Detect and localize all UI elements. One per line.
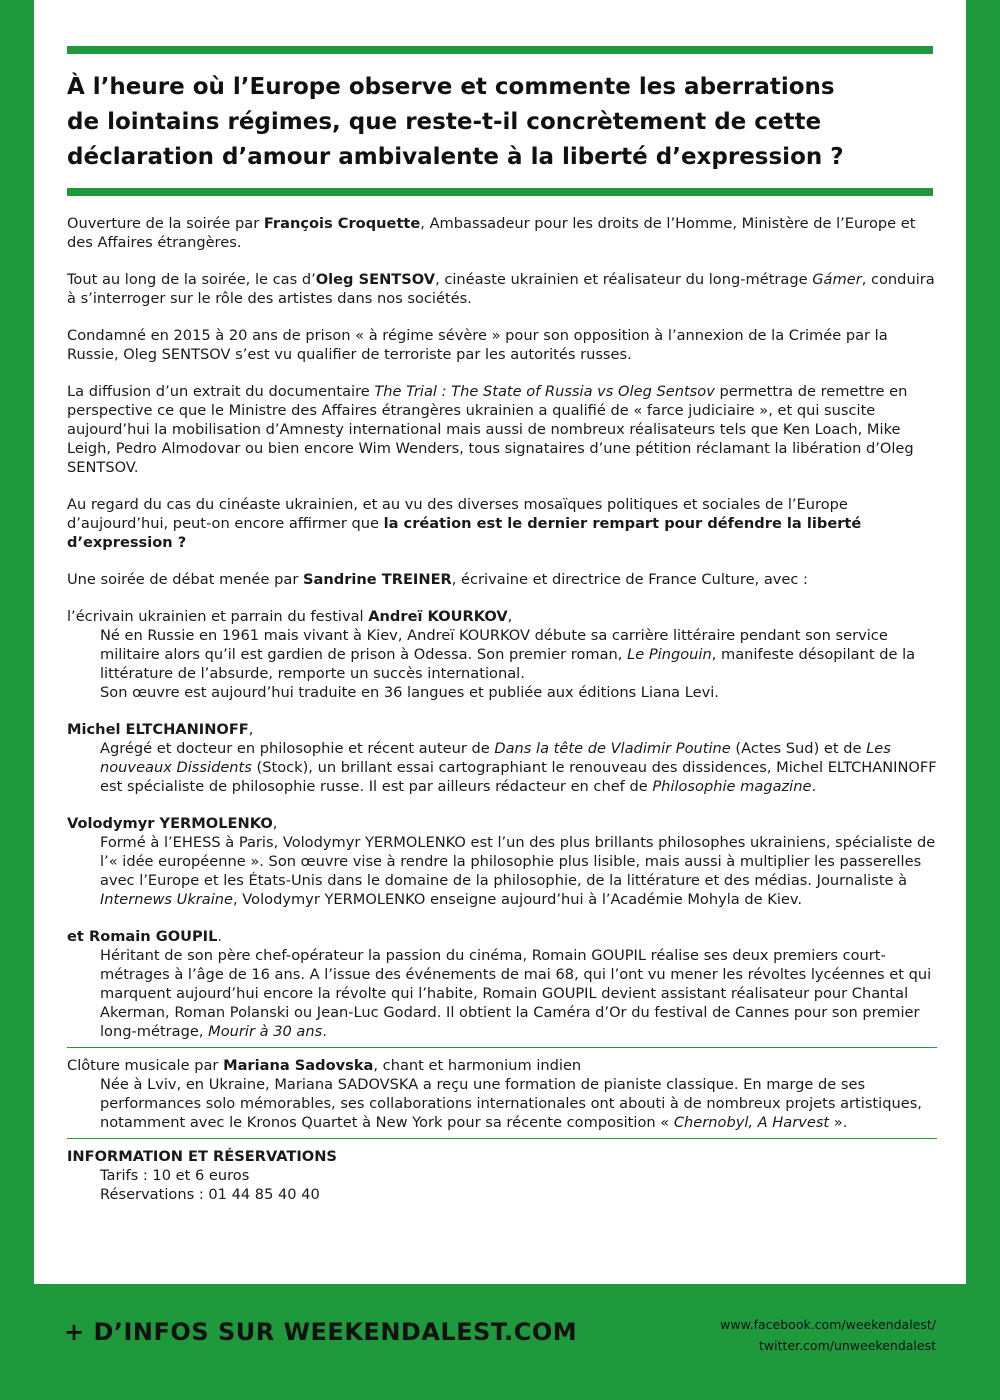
info-heading: INFORMATION ET RÉSERVATIONS xyxy=(67,1148,337,1165)
text: , écrivaine et directrice de France Culture, avec : xyxy=(451,571,808,588)
page-sheet xyxy=(34,0,966,1284)
opening-paragraph xyxy=(67,214,937,252)
text: Formé à l’EHESS à Paris, Volodymyr YERMOLENKO est l’un des plus brillants philosophes ukrainiens, spécialiste de l’« idée européenne ». Son œuvre vise à rendre la philosophie plus lisible, mais aussi à multiplier les passerelles avec l’Europe et les États-Unis dans le domaine de la philosophie, de la littérature et des médias. Journaliste à xyxy=(100,834,936,889)
question-paragraph xyxy=(67,495,937,552)
text: , xyxy=(248,721,254,738)
key-question: la création est le dernier rempart pour défendre la liberté d’expression ? xyxy=(67,515,862,551)
documentary-title: The Trial : The State of Russia vs Oleg Sentsov xyxy=(374,383,715,400)
guest-name: Volodymyr YERMOLENKO xyxy=(67,815,273,832)
text: , Volodymyr YERMOLENKO enseigne aujourd’hui à l’Académie Mohyla de Kiev. xyxy=(233,891,803,908)
text: Héritant de son père chef-opérateur la passion du cinéma, Romain GOUPIL réalise ses deux premiers court-métrages à l’âge de 16 ans. A l’issue des événements de mai 68, qui l’ont vu mener les révoltes lycéennes et qui marquent aujourd’hui encore la révolte qui l’habite, Romain GOUPIL devient assistant réalisateur pour Chantal Akerman, Roman Polanski ou Jean-Luc Godard. Il obtient la Caméra d’Or du festival de Cannes pour son premier long-métrage, xyxy=(100,947,932,1040)
magazine-title: Philosophie magazine xyxy=(652,778,812,795)
text: ». xyxy=(829,1114,848,1131)
info-reservations: Réservations : 01 44 85 40 40 xyxy=(100,1186,320,1203)
text: . xyxy=(322,1023,327,1040)
bottom-green-rule xyxy=(67,188,933,196)
guest-name: Michel ELTCHANINOFF xyxy=(67,721,249,738)
book-title: Le Pingouin xyxy=(627,646,712,663)
film-title: Gámer xyxy=(812,271,862,288)
sentsov-paragraph xyxy=(67,270,937,308)
text: , conduira à s’interroger sur le rôle des artistes dans nos sociétés. xyxy=(67,271,935,307)
text: Une soirée de débat menée par xyxy=(67,571,303,588)
text: Ouverture de la soirée par xyxy=(67,215,264,232)
headline-line-3: déclaration d’amour ambivalente à la liberté d’expression ? xyxy=(67,144,844,170)
text: Né en Russie en 1961 mais vivant à Kiev, Andreï KOURKOV débute sa carrière littéraire pendant son service militaire alors qu’il est gardien de prison à Odessa. Son premier roman, xyxy=(100,627,888,663)
moderator-paragraph xyxy=(67,570,937,589)
text: Agrégé et docteur en philosophie et récent auteur de xyxy=(100,740,495,757)
body-text xyxy=(67,214,937,1204)
text: , chant et harmonium indien xyxy=(373,1057,582,1074)
info-title xyxy=(67,1147,937,1166)
headline-line-1: À l’heure où l’Europe observe et commente les aberrations xyxy=(67,74,835,100)
book-title: Dans la tête de Vladimir Poutine xyxy=(494,740,731,757)
opener-name: François Croquette xyxy=(263,215,421,232)
media-title: Internews Ukraine xyxy=(100,891,234,908)
closing-music-bio xyxy=(67,1075,937,1132)
twitter-link[interactable]: twitter.com/unweekendalest xyxy=(759,1338,936,1353)
text: Au regard du cas du cinéaste ukrainien, et au vu des diverses mosaïques politiques et sociales de l’Europe d’aujourd’hui, peut-on encore affirmer que xyxy=(67,496,848,532)
book-title: Les nouveaux Dissidents xyxy=(100,740,891,776)
text: . xyxy=(217,928,223,945)
guest-eltchaninoff-bio xyxy=(67,739,937,796)
headline-line-2: de lointains régimes, que reste-t-il concrètement de cette xyxy=(67,109,822,135)
closing-music xyxy=(67,1056,937,1075)
social-links xyxy=(720,1314,936,1356)
headline xyxy=(67,70,947,175)
website-banner[interactable]: + D’INFOS SUR WEEKENDALEST.COM xyxy=(64,1318,578,1346)
section-divider xyxy=(67,1047,937,1048)
text: Tout au long de la soirée, le cas d’ xyxy=(67,271,316,288)
text: , Ambassadeur pour les droits de l’Homme, Ministère de l’Europe et des Affaires étrangères. xyxy=(67,215,916,251)
guest-yermolenko-bio xyxy=(67,833,937,909)
text: . xyxy=(811,778,817,795)
text: , cinéaste ukrainien et réalisateur du long-métrage xyxy=(435,271,813,288)
guest-kourkov xyxy=(67,607,937,626)
text: , manifeste désopilant de la littérature de l’absurde, remporte un succès international. xyxy=(100,646,916,682)
guest-kourkov-bio-2: Son œuvre est aujourd’hui traduite en 36 langues et publiée aux éditions Liana Levi. xyxy=(100,684,719,701)
guest-name: et Romain GOUPIL xyxy=(67,928,218,945)
text: (Stock), un brillant essai cartographiant le renouveau des dissidences, Michel ELTCHANINOFF est spécialiste de philosophie russe. Il est par ailleurs rédacteur en chef de xyxy=(100,759,937,795)
composition-title: Chernobyl, A Harvest xyxy=(673,1114,830,1131)
section-divider xyxy=(67,1138,937,1139)
musician-name: Mariana Sadovska xyxy=(223,1057,374,1074)
sentence-paragraph: Condamné en 2015 à 20 ans de prison « à régime sévère » pour son opposition à l’annexion de la Crimée par la Russie, Oleg SENTSOV s’est vu qualifier de terroriste par les autorités russes. xyxy=(67,327,888,363)
guest-goupil xyxy=(67,927,937,946)
facebook-link[interactable]: www.facebook.com/weekendalest/ xyxy=(720,1317,936,1332)
top-green-rule xyxy=(67,46,933,54)
text: l’écrivain ukrainien et parrain du festival xyxy=(67,608,369,625)
documentary-paragraph xyxy=(67,382,937,477)
text: Née à Lviv, en Ukraine, Mariana SADOVSKA a reçu une formation de pianiste classique. En marge de ses performances solo mémorables, ses collaborations internationales ont abouti à de nombreux projets artistiques, notamment avec le Kronos Quartet à New York pour sa récente composition « xyxy=(100,1076,922,1131)
guest-kourkov-bio xyxy=(67,626,937,683)
sentsov-name: Oleg SENTSOV xyxy=(315,271,436,288)
text: , xyxy=(272,815,278,832)
guest-goupil-bio xyxy=(67,946,937,1041)
guest-eltchaninoff xyxy=(67,720,937,739)
film-title: Mourir à 30 ans xyxy=(208,1023,323,1040)
text: (Actes Sud) et de xyxy=(730,740,867,757)
text: La diffusion d’un extrait du documentaire xyxy=(67,383,375,400)
text: , xyxy=(507,608,513,625)
text: permettra de remettre en perspective ce que le Ministre des Affaires étrangères ukrainien a qualifié de « farce judiciaire », et qui suscite aujourd’hui la mobilisation d’Amnesty international mais aussi de nombreux réalisateurs tels que Ken Loach, Mike Leigh, Pedro Almodovar ou bien encore Wim Wenders, tous signataires d’une pétition réclamant la libération d’Oleg SENTSOV. xyxy=(67,383,914,476)
guest-yermolenko xyxy=(67,814,937,833)
text: Clôture musicale par xyxy=(67,1057,224,1074)
guest-name: Andreï KOURKOV xyxy=(368,608,508,625)
info-tarifs: Tarifs : 10 et 6 euros xyxy=(100,1167,250,1184)
moderator-name: Sandrine TREINER xyxy=(303,571,452,588)
